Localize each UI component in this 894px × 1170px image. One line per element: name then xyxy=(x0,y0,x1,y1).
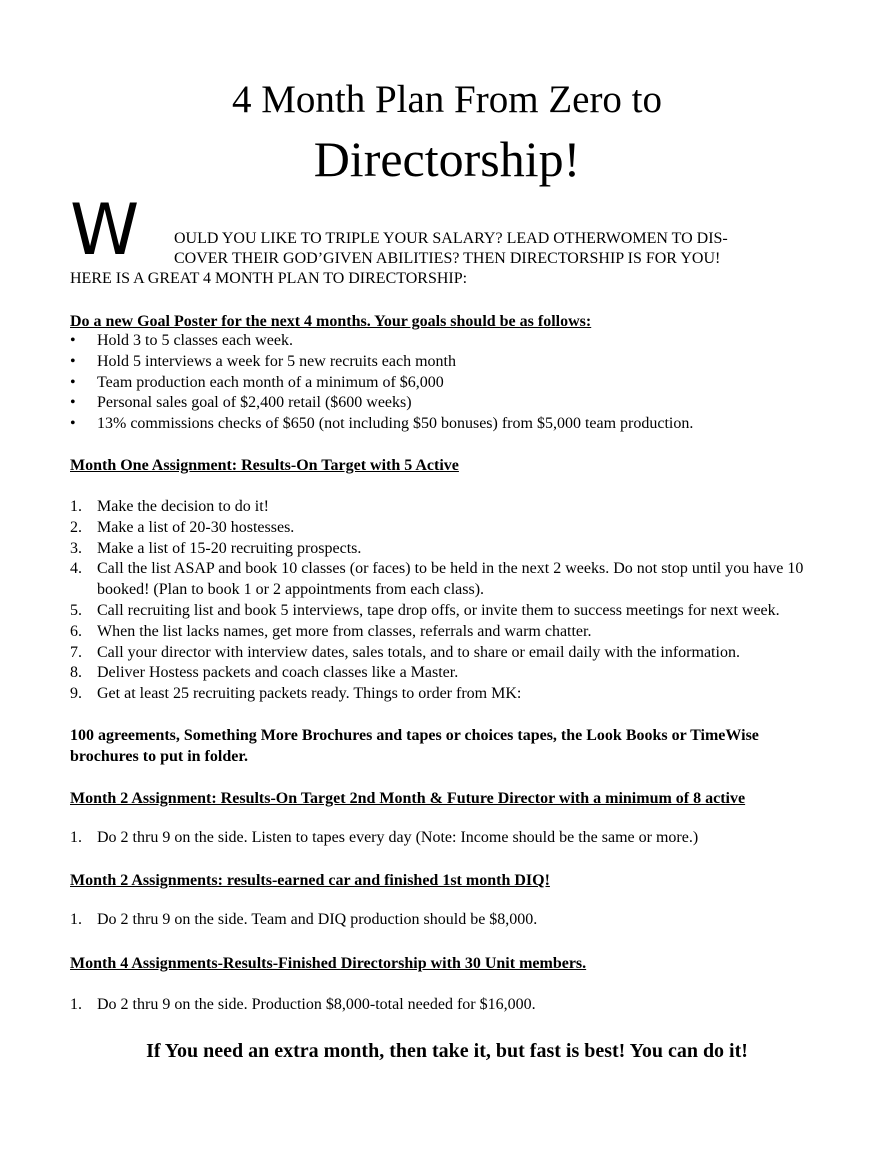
list-item-text: 13% commissions checks of $650 (not including $50 bonuses) from $5,000 team production. xyxy=(97,415,694,433)
list-item xyxy=(70,518,830,539)
list-item xyxy=(70,643,830,664)
list-number: 1. xyxy=(70,498,82,515)
bullet-icon: • xyxy=(70,373,76,391)
list-number: 9. xyxy=(70,685,82,703)
list-item xyxy=(70,331,830,352)
list-item-text: Do 2 thru 9 on the side. Team and DIQ production should be $8,000. xyxy=(97,911,538,928)
list-item-text: Deliver Hostess packets and coach classes like a Master. xyxy=(97,664,459,682)
list-item-text: Hold 3 to 5 classes each week. xyxy=(97,332,293,349)
list-item xyxy=(70,373,830,394)
list-number: 2. xyxy=(70,518,82,536)
bullet-icon: • xyxy=(70,352,76,370)
month-two-list xyxy=(70,828,830,849)
list-item xyxy=(70,601,830,622)
list-item xyxy=(70,828,830,849)
month-one-heading: Month One Assignment: Results-On Target with 5 Active xyxy=(70,457,459,474)
list-item xyxy=(70,663,830,684)
goals-heading: Do a new Goal Poster for the next 4 months. Your goals should be as follows: xyxy=(70,313,592,330)
list-number: 1. xyxy=(70,996,82,1013)
list-number: 1. xyxy=(70,911,82,928)
list-item-text: Do 2 thru 9 on the side. Listen to tapes every day (Note: Income should be the same or more.) xyxy=(97,829,699,846)
list-item xyxy=(70,559,830,601)
list-item xyxy=(70,539,830,560)
intro-drop-cap: W xyxy=(70,189,136,271)
list-item xyxy=(70,393,830,414)
list-item xyxy=(70,684,830,705)
list-item-text: Make the decision to do it! xyxy=(97,498,269,515)
bullet-icon: • xyxy=(70,415,76,433)
list-item-text: Call the list ASAP and book 10 classes (or faces) to be held in the next 2 weeks. Do not stop until you have 10 booked! (Plan to book 1 or 2 appointments from each class). xyxy=(97,560,804,599)
list-item-text: Personal sales goal of $2,400 retail ($600 weeks) xyxy=(97,394,412,412)
order-note: 100 agreements, Something More Brochures and tapes or choices tapes, the Look Books or TimeWise brochures to put in folder. xyxy=(70,727,759,765)
bullet-icon: • xyxy=(70,332,76,349)
month-four-list xyxy=(70,995,830,1016)
month-four-heading: Month 4 Assignments-Results-Finished Directorship with 30 Unit members. xyxy=(70,955,587,972)
list-item xyxy=(70,414,830,435)
list-item-text: Make a list of 15-20 recruiting prospects. xyxy=(97,539,362,557)
list-number: 6. xyxy=(70,622,82,640)
intro-line-3: HERE IS A GREAT 4 MONTH PLAN TO DIRECTORSHIP: xyxy=(70,270,468,287)
page-title-line-2: Directorship! xyxy=(313,131,581,187)
bullet-icon: • xyxy=(70,394,76,412)
list-item xyxy=(70,622,830,643)
intro-line-1: OULD YOU LIKE TO TRIPLE YOUR SALARY? LEAD OTHERWOMEN TO DIS- xyxy=(174,230,728,247)
page-title-line-1: 4 Month Plan From Zero to xyxy=(231,78,663,121)
list-item-text: Call your director with interview dates, sales totals, and to share or email daily with the information. xyxy=(97,643,740,661)
intro-line-2: COVER THEIR GOD’GIVEN ABILITIES? THEN DIRECTORSHIP IS FOR YOU! xyxy=(174,250,721,267)
list-item-text: Call recruiting list and book 5 interviews, tape drop offs, or invite them to success meetings for next week. xyxy=(97,601,780,619)
list-number: 8. xyxy=(70,664,82,682)
list-item xyxy=(70,352,830,373)
month-two-assignments-list xyxy=(70,910,830,931)
list-item xyxy=(70,497,830,518)
list-item-text: Hold 5 interviews a week for 5 new recruits each month xyxy=(97,352,456,370)
list-item-text: When the list lacks names, get more from classes, referrals and warm chatter. xyxy=(97,622,592,640)
list-item xyxy=(70,910,830,931)
month-two-heading: Month 2 Assignment: Results-On Target 2nd Month & Future Director with a minimum of 8 active xyxy=(70,790,746,807)
month-two-assignments-heading: Month 2 Assignments: results-earned car and finished 1st month DIQ! xyxy=(70,872,550,889)
list-item xyxy=(70,995,830,1016)
list-item-text: Get at least 25 recruiting packets ready. Things to order from MK: xyxy=(97,685,522,703)
goals-list xyxy=(70,331,830,435)
closing-statement: If You need an extra month, then take it, but fast is best! You can do it! xyxy=(146,1040,748,1062)
list-number: 1. xyxy=(70,829,82,846)
list-item-text: Make a list of 20-30 hostesses. xyxy=(97,518,295,536)
list-item-text: Do 2 thru 9 on the side. Production $8,000-total needed for $16,000. xyxy=(97,996,536,1013)
list-item-text: Team production each month of a minimum of $6,000 xyxy=(97,373,444,391)
list-number: 3. xyxy=(70,539,82,557)
month-one-list xyxy=(70,497,830,705)
list-number: 4. xyxy=(70,560,82,578)
list-number: 5. xyxy=(70,601,82,619)
list-number: 7. xyxy=(70,643,82,661)
